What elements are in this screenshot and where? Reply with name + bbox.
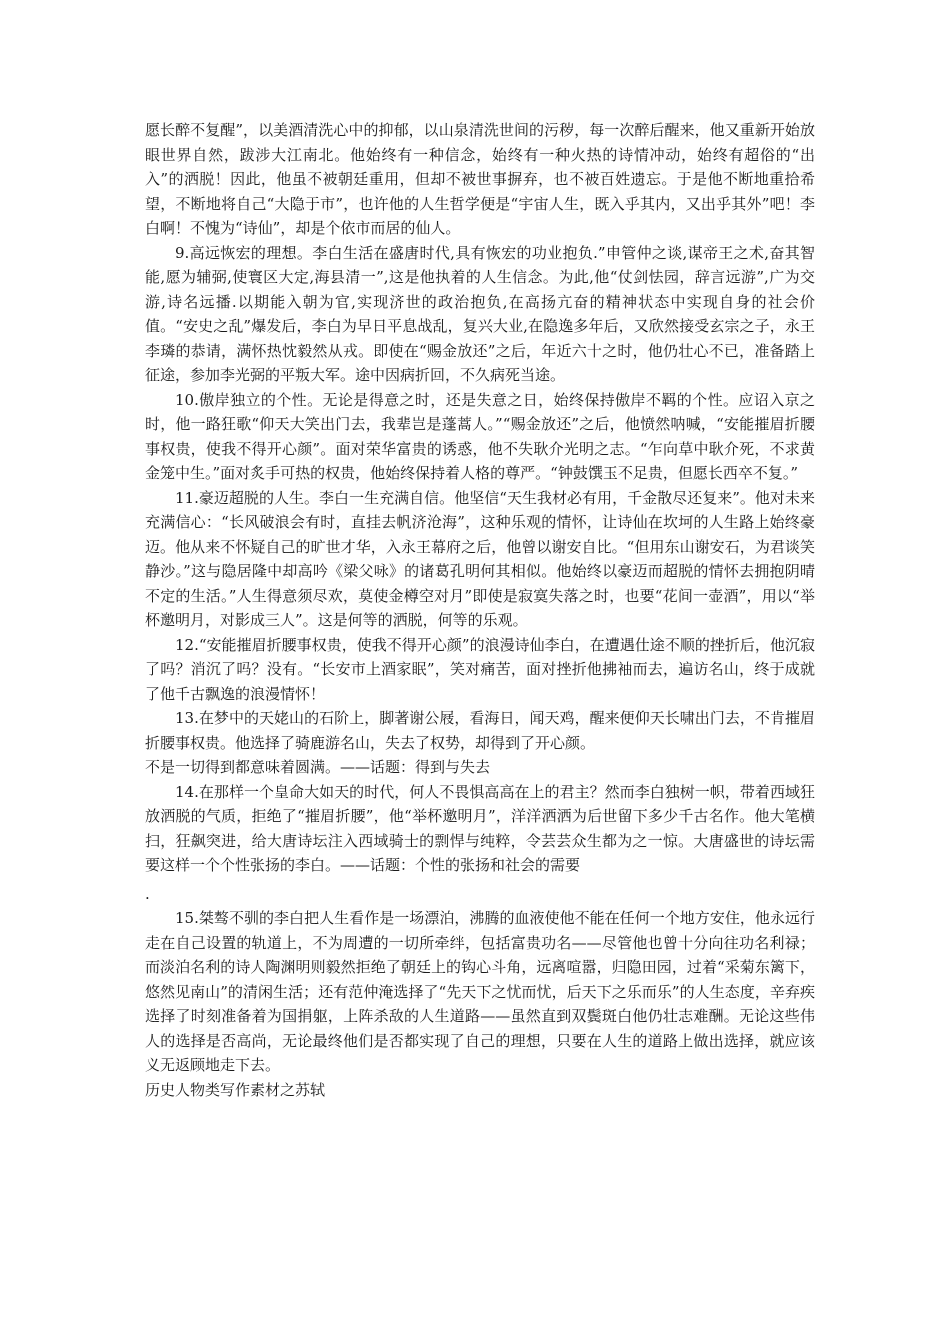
paragraph-15: 15.桀骜不驯的李白把人生看作是一场漂泊，沸腾的血液使他不能在任何一个地方安住，他永远行走在自己设置的轨道上，不为周遭的一切所牵绊，包括富贵功名——尽管他也曾十分向往功名利禄；而淡泊名利的诗人陶渊明则毅然拒绝了朝廷上的钩心斗角，远离喧嚣，归隐田园，过着“采菊东篱下，悠然见南山”的清闲生活；还有范仲淹选择了“先天下之忧而忧，后天下之乐而乐”的人生态度，辛弃疾选择了时刻准备着为国捐躯，上阵杀敌的人生道路——虽然直到双鬓斑白他仍壮志难酬。无论这些伟人的选择是否高尚，无论最终他们是否都实现了自己的理想，只要在人生的道路上做出选择，就应该义无返顾地走下去。 — [145, 909, 815, 1074]
paragraph-12: 12.“安能摧眉折腰事权贵，使我不得开心颜”的浪漫诗仙李白，在遭遇仕途不顺的挫折后，他沉寂了吗？消沉了吗？没有。“长安市上酒家眠”，笑对痛苦，面对挫折他拂袖而去，遍访名山，终于成就了他千古飘逸的浪漫情怀！ — [145, 635, 815, 703]
paragraph-10: 10.傲岸独立的个性。无论是得意之时，还是失意之日，始终保持傲岸不羁的个性。应诏入京之时，他一路狂歌“仰天大笑出门去，我辈岂是蓬蒿人。”“赐金放还”之后，他愤然呐喊，“安能摧眉折腰事权贵，使我不得开心颜”。面对荣华富贵的诱惑，他不失耿介光明之志。“乍向草中耿介死，不求黄金笼中生。”面对炙手可热的权贵，他始终保持着人格的尊严。“钟鼓馔玉不足贵，但愿长西卒不复。” — [145, 390, 815, 482]
paragraph-11: 11.豪迈超脱的人生。李白一生充满自信。他坚信“天生我材必有用，千金散尽还复来”。他对未来充满信心：“长风破浪会有时，直挂去帆济沧海”，这种乐观的情怀，让诗仙在坎坷的人生路上始终豪迈。他从来不怀疑自己的旷世才华，入永王幕府之后，他曾以谢安自比。“但用东山谢安石，为君谈笑静沙。”这与隐居隆中却高吟《梁父咏》的诸葛孔明何其相似。他始终以豪迈而超脱的情怀去拥抱阴晴不定的生活。”人生得意须尽欢，莫使金樽空对月”即使是寂寞失落之时，也要“花间一壶酒”，用以“举杯邀明月，对影成三人”。这是何等的洒脱，何等的乐观。 — [145, 488, 815, 629]
document-body — [145, 118, 815, 1102]
paragraph-13: 13.在梦中的天姥山的石阶上，脚著谢公屐，看海日，闻天鸡，醒来便仰天长啸出门去，不肯摧眉折腰事权贵。他选择了骑鹿游名山，失去了权势，却得到了开心颜。 — [145, 709, 815, 752]
paragraph-14: 14.在那样一个皇命大如天的时代，何人不畏惧高高在上的君主？然而李白独树一帜，带着西域狂放洒脱的气质，拒绝了“摧眉折腰”，他“举杯邀明月”，洋洋洒洒为后世留下多少千古名作。他大笔横扫，狂飙突进，给大唐诗坛注入西域骑士的剽悍与纯粹，令芸芸众生都为之一惊。大唐盛世的诗坛需要这样一个个性张扬的李白。——话题：个性的张扬和社会的需要 — [145, 782, 815, 874]
paragraph-topic-note: 不是一切得到都意味着圆满。——话题：得到与失去 — [145, 758, 491, 776]
paragraph-dot: . — [145, 884, 150, 903]
paragraph-continuation: 愿长醉不复醒”，以美酒清洗心中的抑郁，以山泉清洗世间的污秽，每一次醉后醒来，他又重新开始放眼世界自然，跋涉大江南北。他始终有一种信念，始终有一种火热的诗情冲动，始终有超俗的“出入”的洒脱！因此，他虽不被朝廷重用，但却不被世事摒弃，也不被百姓遗忘。于是他不断地重拾希望，不断地将自己“大隐于市”，也许他的人生哲学便是“宇宙人生，既入乎其内，又出乎其外”吧！李白啊！不愧为“诗仙”，却是个依市而居的仙人。 — [145, 121, 815, 237]
paragraph-9: 9.高远恢宏的理想。李白生活在盛唐时代,具有恢宏的功业抱负.”申管仲之谈,谋帝王之术,奋其智能,愿为辅弼,使寰区大定,海县清一”,这是他执着的人生信念。为此,他“仗剑怯园，辞言远游”,广为交游,诗名远播.以期能入朝为官,实现济世的政治抱负,在高扬亢奋的精神状态中实现自身的社会价值。“安史之乱”爆发后，李白为早日平息战乱，复兴大业,在隐逸多年后，又欣然接受玄宗之子，永王李璘的恭请，满怀热忱毅然从戎。即使在“赐金放还”之后，年近六十之时，他仍壮心不已，准备踏上征途，参加李光弼的平叛大军。途中因病折回，不久病死当途。 — [145, 243, 815, 384]
section-heading-sushi: 历史人物类写作素材之苏轼 — [145, 1080, 326, 1099]
